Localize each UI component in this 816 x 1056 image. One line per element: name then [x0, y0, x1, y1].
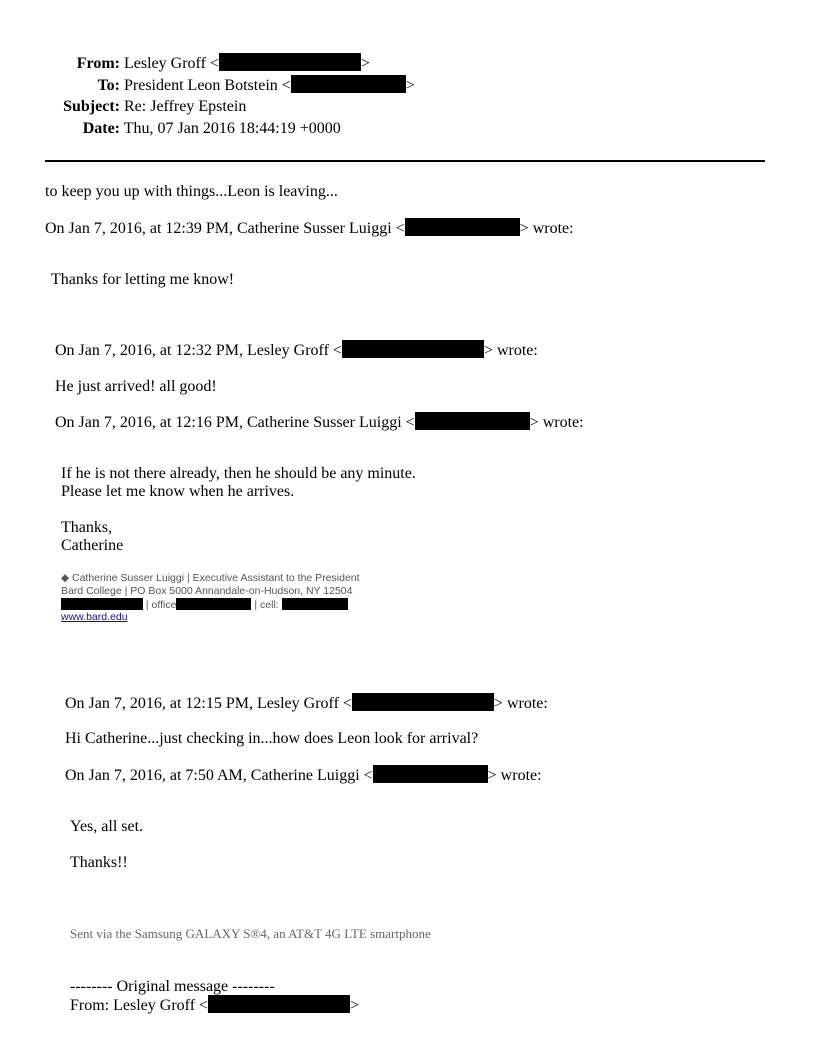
signature-line-1: ◆ Catherine Susser Luiggi | Executive Assistant to the President — [61, 572, 360, 584]
wrote-text: > wrote: — [483, 342, 538, 359]
quote-text-5b: Thanks!! — [70, 854, 128, 871]
quote-header-2 — [55, 340, 538, 361]
redaction-box — [342, 340, 484, 358]
close-bracket: > — [350, 997, 360, 1014]
sent-via-text: Sent via the Samsung GALAXY S®4, an AT&T 4G LTE smartphone — [70, 926, 431, 941]
wrote-text: > wrote: — [493, 695, 548, 712]
quote-header-text: On Jan 7, 2016, at 7:50 AM, Catherine Luiggi < — [65, 767, 373, 784]
quote-header-text: On Jan 7, 2016, at 12:16 PM, Catherine Susser Luiggi < — [55, 414, 415, 431]
body-line: to keep you up with things...Leon is leaving... — [45, 183, 338, 200]
redaction-box — [415, 412, 530, 430]
quote-header-text: On Jan 7, 2016, at 12:39 PM, Catherine Susser Luiggi < — [45, 220, 405, 237]
signature-link-row — [61, 611, 128, 624]
date-label: Date: — [82, 120, 120, 137]
redaction-box — [219, 53, 361, 71]
redaction-box — [176, 598, 251, 610]
redaction-box — [291, 75, 406, 93]
quote-text-2: He just arrived! all good! — [55, 378, 217, 395]
to-value: President Leon Botstein < — [124, 77, 291, 94]
redaction-box — [208, 995, 350, 1013]
to-label: To: — [97, 77, 120, 94]
signature-line-3 — [61, 598, 348, 612]
quote-header-text: On Jan 7, 2016, at 12:32 PM, Lesley Groff < — [55, 342, 342, 359]
thanks-text: Thanks, — [61, 519, 113, 536]
quote-text-5a: Yes, all set. — [70, 818, 144, 835]
quote-text-3a: If he is not there already, then he should be any minute. — [61, 465, 416, 482]
quote-header-text: On Jan 7, 2016, at 12:15 PM, Lesley Groff < — [65, 695, 352, 712]
signature-line-2: Bard College | PO Box 5000 Annandale-on-Hudson, NY 12504 — [61, 585, 353, 597]
redaction-box — [405, 218, 520, 236]
original-message-header: -------- Original message -------- — [70, 978, 275, 995]
subject-label: Subject: — [63, 98, 120, 115]
quote-header-4 — [65, 693, 548, 714]
redaction-box — [61, 598, 143, 610]
bard-website-link[interactable]: www.bard.edu — [61, 611, 128, 623]
wrote-text: > wrote: — [519, 220, 574, 237]
from-row — [45, 53, 370, 74]
original-from-text: From: Lesley Groff < — [70, 997, 209, 1014]
quote-text-1: Thanks for letting me know! — [51, 271, 235, 288]
original-from-row — [70, 995, 359, 1016]
close-bracket: > — [405, 77, 415, 94]
date-value: Thu, 07 Jan 2016 18:44:19 +0000 — [123, 120, 341, 137]
wrote-text: > wrote: — [529, 414, 584, 431]
from-label: From: — [76, 55, 120, 72]
quote-header-5 — [65, 765, 542, 786]
quote-text-3b: Please let me know when he arrives. — [61, 483, 295, 500]
to-row — [45, 75, 415, 96]
from-value: Lesley Groff < — [124, 55, 219, 72]
date-row — [45, 119, 341, 139]
office-label: | office — [143, 599, 177, 611]
close-bracket: > — [360, 55, 370, 72]
quote-header-3 — [55, 412, 584, 433]
signer-name: Catherine — [61, 537, 124, 554]
redaction-box — [373, 765, 488, 783]
quote-text-4: Hi Catherine...just checking in...how does Leon look for arrival? — [65, 730, 479, 747]
header-divider — [45, 160, 765, 162]
redaction-box — [352, 693, 494, 711]
wrote-text: > wrote: — [487, 767, 542, 784]
quote-header-1 — [45, 218, 574, 239]
subject-value: Re: Jeffrey Epstein — [124, 98, 247, 115]
redaction-box — [282, 598, 348, 610]
subject-row — [45, 97, 246, 117]
cell-label: | cell: — [251, 599, 279, 611]
